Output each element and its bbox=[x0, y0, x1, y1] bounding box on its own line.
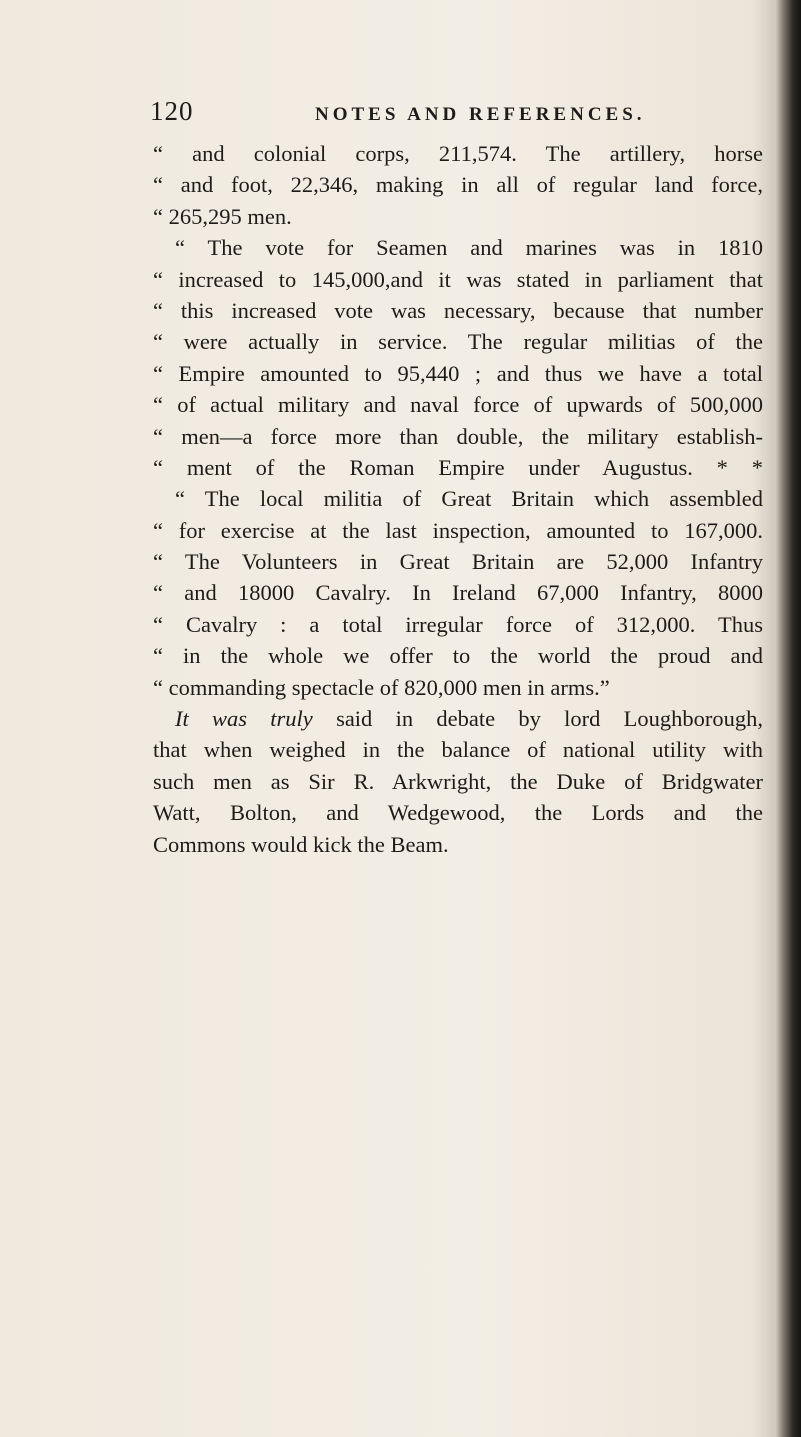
running-head: NOTES AND REFERENCES. bbox=[315, 104, 646, 125]
text-line: “ Cavalry : a total irregular force of 312,000. Thus bbox=[153, 611, 763, 637]
text-line: that when weighed in the balance of national utility with bbox=[153, 737, 763, 763]
text-fragment: said in debate by lord Loughborough, bbox=[312, 706, 763, 732]
text-line: “ and 18000 Cavalry. In Ireland 67,000 Infantry, 8000 bbox=[153, 580, 763, 606]
text-line bbox=[153, 703, 763, 734]
text-line: “ for exercise at the last inspection, amounted to 167,000. bbox=[153, 517, 763, 543]
text-line: “ were actually in service. The regular militias of the bbox=[153, 329, 763, 355]
italic-phrase: It was truly bbox=[175, 706, 313, 732]
text-line: “ of actual military and naval force of upwards of 500,000 bbox=[153, 392, 763, 418]
text-line: Watt, Bolton, and Wedgewood, the Lords and the bbox=[153, 800, 763, 826]
text-line: “ 265,295 men. bbox=[153, 203, 292, 229]
text-line: “ The local militia of Great Britain which assembled bbox=[175, 486, 763, 512]
text-line: “ men—a force more than double, the military establish- bbox=[153, 423, 763, 449]
text-line: “ ment of the Roman Empire under Augustus. * * bbox=[153, 454, 763, 480]
text-line: “ and colonial corps, 211,574. The artillery, horse bbox=[153, 141, 763, 166]
text-line: Commons would kick the Beam. bbox=[153, 831, 449, 857]
page-edge-shadow bbox=[775, 0, 801, 1437]
text-line: “ increased to 145,000,and it was stated in parliament that bbox=[153, 266, 763, 292]
body-text bbox=[153, 138, 763, 860]
text-line: “ The vote for Seamen and marines was in 1810 bbox=[175, 235, 763, 261]
text-line: “ this increased vote was necessary, because that number bbox=[153, 297, 763, 323]
text-line: “ in the whole we offer to the world the proud and bbox=[153, 643, 763, 669]
text-line: “ and foot, 22,346, making in all of regular land force, bbox=[153, 172, 763, 198]
text-line: “ Empire amounted to 95,440 ; and thus we have a total bbox=[153, 360, 763, 386]
page-number: 120 bbox=[150, 96, 194, 126]
text-line: “ commanding spectacle of 820,000 men in arms.” bbox=[153, 674, 610, 700]
text-line: “ The Volunteers in Great Britain are 52,000 Infantry bbox=[153, 549, 763, 575]
text-line: such men as Sir R. Arkwright, the Duke of Bridgwater bbox=[153, 768, 763, 794]
page-header bbox=[150, 96, 750, 136]
